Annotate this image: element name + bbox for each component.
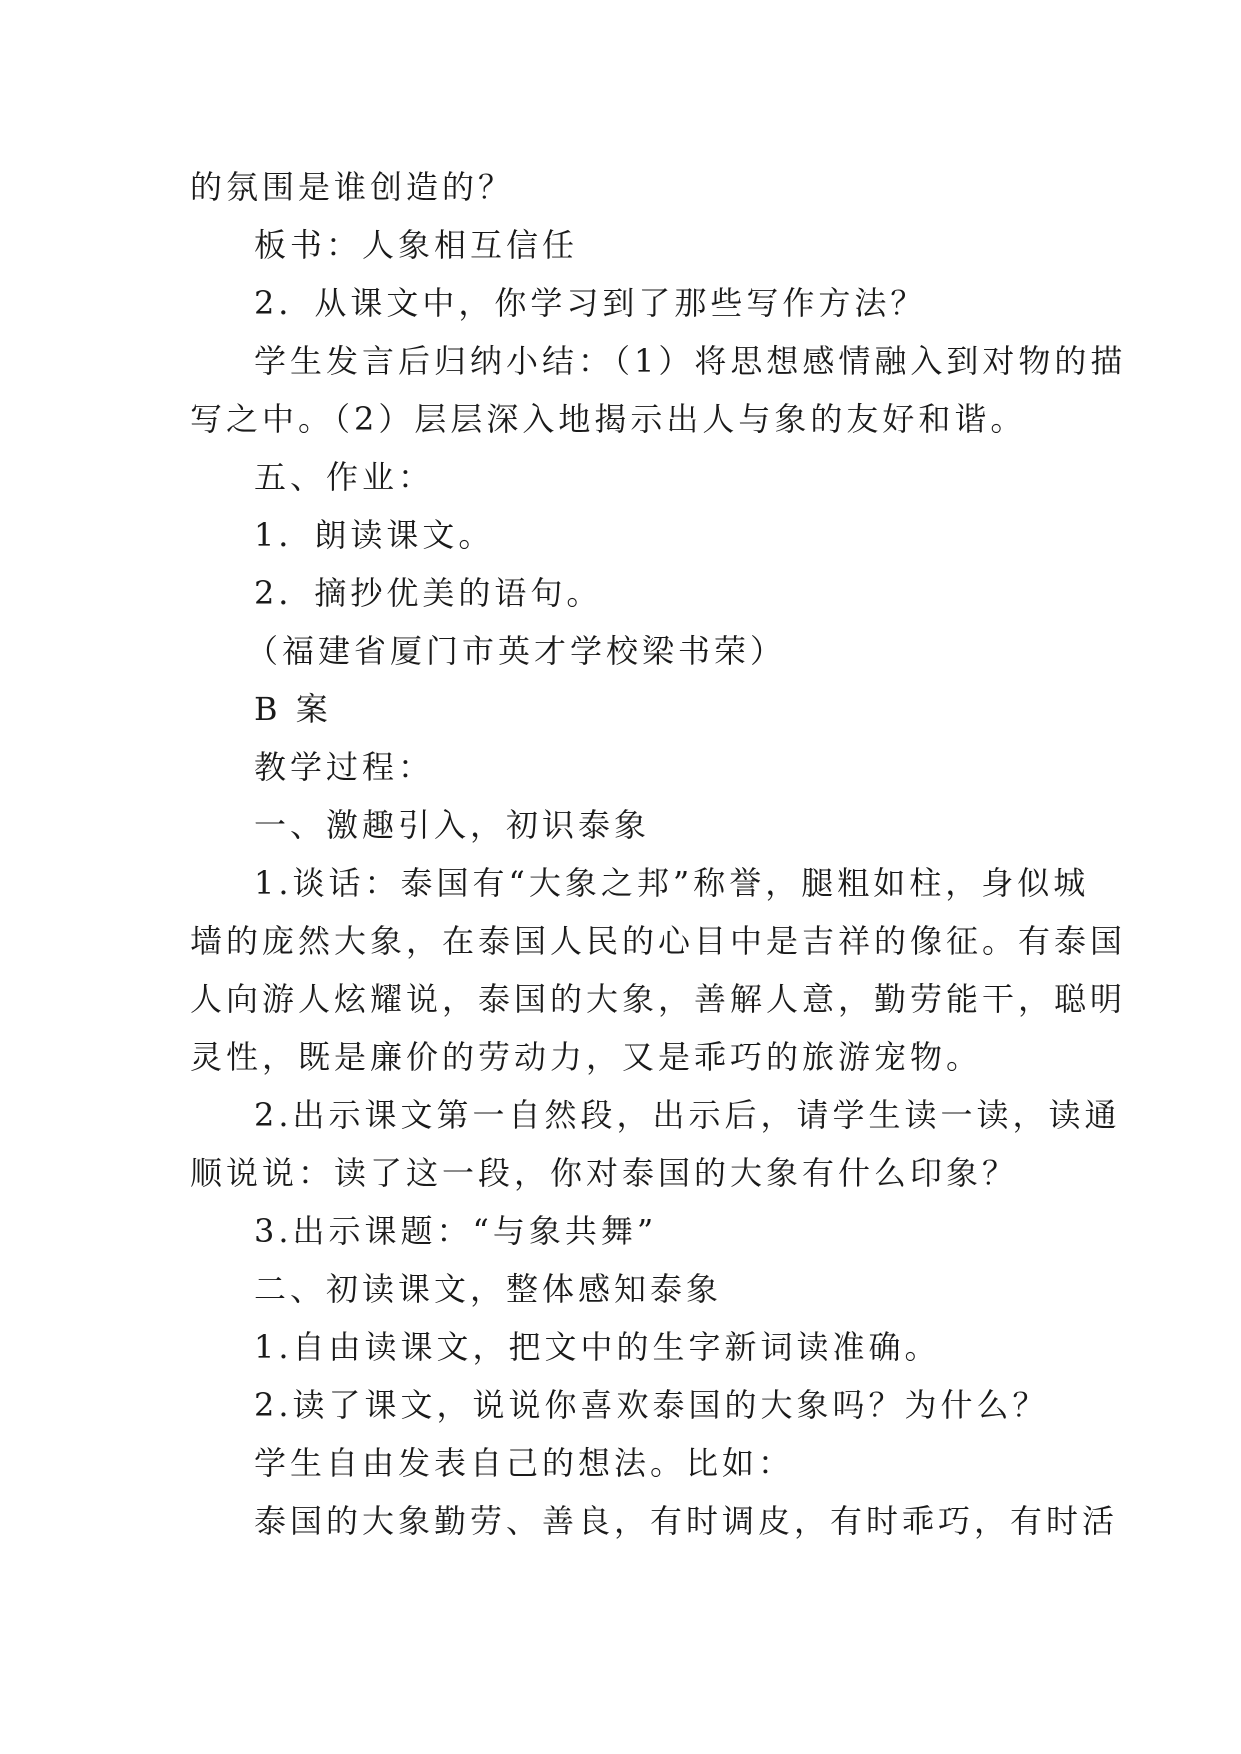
body-text — [190, 158, 1127, 1550]
list-item: 1．朗读课文。 — [254, 516, 495, 554]
section-heading: B 案 — [254, 690, 332, 728]
paragraph-line: 顺说说：读了这一段，你对泰国的大象有什么印象？ — [190, 1154, 1019, 1192]
paragraph-line: 1.谈话：泰国有“大象之邦”称誉，腿粗如柱，身似城 — [254, 864, 1090, 902]
section-heading: 五、作业： — [254, 458, 435, 496]
author-attribution: （福建省厦门市英才学校梁书荣） — [246, 632, 787, 670]
paragraph-line: 灵性，既是廉价的劳动力，又是乖巧的旅游宠物。 — [190, 1038, 983, 1076]
paragraph-line: 2.出示课文第一自然段，出示后，请学生读一读，读通 — [254, 1096, 1121, 1134]
paragraph-line: 写之中。（2）层层深入地揭示出人与象的友好和谐。 — [190, 400, 1027, 438]
paragraph-line: 的氛围是谁创造的？ — [190, 168, 515, 206]
paragraph-line: 学生自由发表自己的想法。比如： — [254, 1444, 795, 1482]
paragraph-line: 墙的庞然大象，在泰国人民的心目中是吉祥的像征。有泰国 — [190, 922, 1127, 960]
paragraph-line: 泰国的大象勤劳、善良，有时调皮，有时乖巧，有时活 — [254, 1502, 1119, 1540]
list-item: 2．摘抄优美的语句。 — [254, 574, 603, 612]
list-item: 2.读了课文，说说你喜欢泰国的大象吗？为什么？ — [254, 1386, 1049, 1424]
paragraph-line: 2．从课文中，你学习到了那些写作方法？ — [254, 284, 927, 322]
paragraph-line: 3.出示课题：“与象共舞” — [254, 1212, 658, 1250]
paragraph-line: 学生发言后归纳小结：（1）将思想感情融入到对物的描 — [254, 342, 1127, 380]
section-heading: 一、激趣引入，初识泰象 — [254, 806, 651, 844]
list-item: 1.自由读课文，把文中的生字新词读准确。 — [254, 1328, 941, 1366]
section-heading: 教学过程： — [254, 748, 435, 786]
paragraph-line: 板书：人象相互信任 — [254, 226, 579, 264]
paragraph-line: 人向游人炫耀说，泰国的大象，善解人意，勤劳能干，聪明 — [190, 980, 1127, 1018]
section-heading: 二、初读课文，整体感知泰象 — [254, 1270, 723, 1308]
